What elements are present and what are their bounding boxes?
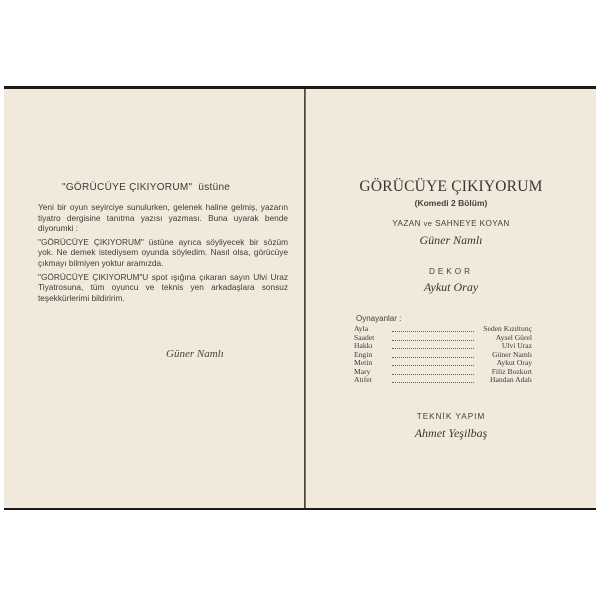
cast-actor: Seden Kızıltunç [483,324,532,333]
leader-dots [392,340,474,341]
cast-role: Mary [354,366,371,376]
cast-actor: Güner Namlı [492,349,532,359]
preface-title-quote: "GÖRÜCÜYE ÇIKIYORUM" [62,182,193,193]
cast-role: Hakkı [354,341,373,350]
cast-role: Atıfet [354,375,372,384]
author-name: Güner Namlı [419,233,483,247]
cast-actor: Aysel Gürel [495,332,532,342]
preface-paragraph: "GÖRÜCÜYE ÇIKIYORUM" üstüne ayrıca söyliyecek bir sözüm yok. Ne demek istediysem oyunda söyledim. Nasıl olsa, görücüye çıkmayı bilmiyen yoktur aramızda. [38,236,288,268]
preface-title-suffix: üstüne [198,182,231,193]
author-heading-writer: YAZAN [392,219,421,228]
author-heading-and: ve [423,219,433,228]
leader-dots [392,331,474,332]
play-subtitle: (Komedi 2 Bölüm) [414,198,488,208]
cast-actor: Aykut Oray [496,358,532,367]
cast-role: Metin [354,358,373,367]
play-title: GÖRÜCÜYE ÇIKIYORUM [359,178,543,195]
preface-paragraph: Yeni bir oyun seyirciye sunulurken, gelenek haline gelmiş, yazarın tiyatro dergisine tanıtma yazısı yazması. Buna uyarak bende diyorumki : [38,202,288,234]
preface-paragraph: "GÖRÜCÜYE ÇIKIYORUM"U spot ışığına çıkaran sayın Ulvi Uraz Tiyatrosuna, tüm oyuncu ve teknis yen arkadaşlara sonsuz teşekkürlerimi bildiririm. [38,271,288,303]
cast-role: Ayla [354,324,369,333]
leader-dots [392,357,474,358]
cast-label: Oynayanlar : [356,314,402,323]
left-page [4,89,304,508]
cast-role: Engin [354,349,373,359]
leader-dots [392,382,474,383]
cast-actor: Handan Adalı [490,375,532,384]
right-page [306,89,596,508]
leader-dots [392,348,474,349]
author-heading [306,219,596,228]
author-signature: Güner Namlı [166,348,224,360]
leader-dots [392,365,474,366]
tech-name: Ahmet Yeşilbaş [414,426,488,440]
preface-title [62,182,282,193]
program-sheet [4,86,596,510]
author-heading-director: SAHNEYE KOYAN [435,219,510,228]
tech-heading: TEKNİK YAPIM [416,412,486,421]
cast-role: Saadet [354,332,375,342]
cast-actor: Filiz Bozkurt [491,366,532,376]
leader-dots [392,374,474,375]
decor-name: Aykut Oray [423,280,479,294]
cast-list [354,325,532,385]
decor-heading: DEKOR [428,267,474,276]
cast-actor: Ulvi Uraz [501,341,532,350]
cast-row [354,376,532,385]
preface-text [38,202,288,306]
